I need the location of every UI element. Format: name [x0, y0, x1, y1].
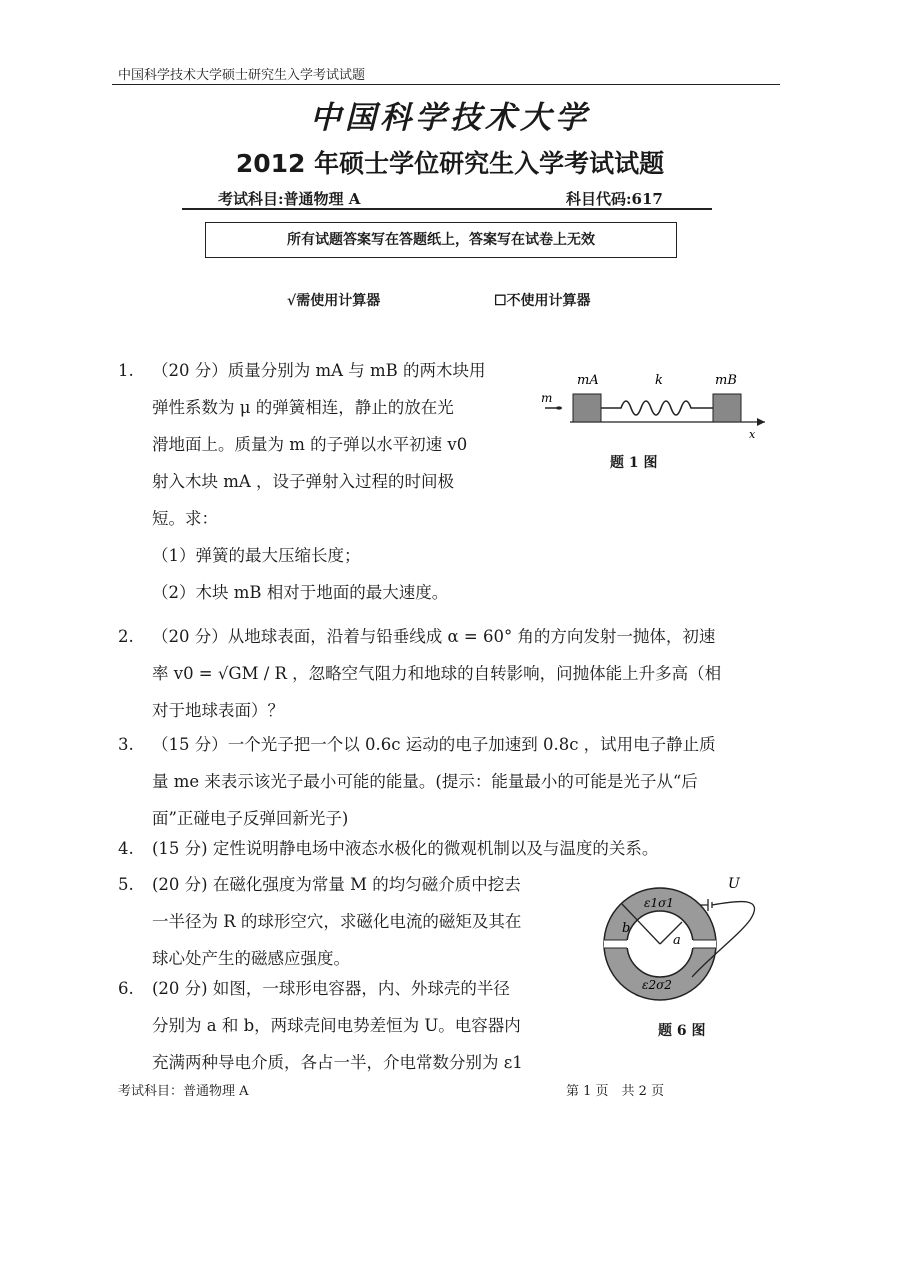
label-epsilon2-sigma2: ε2σ2: [642, 978, 672, 992]
question-line: 射入木块 mA ，设子弹射入过程的时间极: [152, 472, 455, 491]
question-line: 短。求：: [152, 509, 218, 528]
question-line: 充满两种导电介质，各占一半，介电常数分别为 ε1: [152, 1053, 523, 1072]
spring: [601, 401, 713, 415]
figure-6-spherical-capacitor: [600, 872, 770, 1007]
question-number: 5.: [118, 875, 134, 894]
question-line: 一半径为 R 的球形空穴，求磁化电流的磁矩及其在: [152, 912, 522, 931]
figure-1-spring-blocks: [535, 362, 770, 442]
bullet-icon: [556, 406, 562, 409]
university-name: 中国科学技术大学: [310, 100, 590, 136]
block-mA: [573, 394, 601, 422]
question-line: 球心处产生的磁感应强度。: [152, 949, 350, 968]
calculator-required-option: √需使用计算器: [287, 293, 381, 309]
question-line: (15 分) 定性说明静电场中液态水极化的微观机制以及与温度的关系。: [152, 839, 659, 858]
question-line: （20 分）从地球表面，沿着与铅垂线成 α = 60° 角的方向发射一抛体，初速: [152, 627, 716, 646]
question-number: 1.: [118, 361, 134, 380]
subject-code: 科目代码:617: [566, 190, 663, 208]
exam-title: 2012 年硕士学位研究生入学考试试题: [235, 149, 665, 178]
question-line: 率 v0 = √GM / R ，忽略空气阻力和地球的自转影响，问抛体能上升多高（相: [152, 664, 722, 683]
title-rule: [182, 208, 712, 210]
question-number: 6.: [118, 979, 134, 998]
question-6: [118, 970, 588, 1081]
question-2: [118, 618, 788, 729]
sub-question-2: （2）木块 mB 相对于地面的最大速度。: [152, 583, 449, 602]
label-m: m: [541, 391, 553, 405]
sub-question-1: （1）弹簧的最大压缩长度；: [152, 546, 361, 565]
question-1: [118, 352, 508, 611]
figure-1-caption: 题 1 图: [610, 455, 658, 471]
question-line: 面”正碰电子反弹回新光子): [152, 809, 349, 828]
question-line: (20 分) 在磁化强度为常量 M 的均匀磁介质中挖去: [152, 875, 521, 894]
question-line: 弹性系数为 μ 的弹簧相连，静止的放在光: [152, 398, 454, 417]
header-rule: [112, 84, 780, 85]
label-k: k: [655, 373, 663, 388]
question-5: [118, 866, 588, 977]
block-mB: [713, 394, 741, 422]
footer-page-number: 第 1 页 共 2 页: [566, 1084, 665, 1099]
question-line: 量 me 来表示该光子最小可能的能量。(提示：能量最小的可能是光子从“后: [152, 772, 698, 791]
label-b: b: [622, 921, 631, 936]
question-line: 对于地球表面）？: [152, 701, 284, 720]
question-4: [118, 830, 788, 867]
question-number: 4.: [118, 839, 134, 858]
question-line: 分别为 a 和 b，两球壳间电势差恒为 U。电容器内: [152, 1016, 521, 1035]
page-header-title: 中国科学技术大学硕士研究生入学考试试题: [118, 68, 366, 83]
question-line: （15 分）一个光子把一个以 0.6c 运动的电子加速到 0.8c ，试用电子静止质: [152, 735, 716, 754]
question-number: 2.: [118, 627, 134, 646]
question-line: (20 分) 如图，一球形电容器，内、外球壳的半径: [152, 979, 510, 998]
question-3: [118, 726, 788, 837]
exam-subject: 考试科目:普通物理 A: [218, 190, 361, 208]
question-line: （20 分）质量分别为 mA 与 mB 的两木块用: [152, 361, 486, 380]
label-epsilon1-sigma1: ε1σ1: [644, 896, 674, 910]
answer-notice-box: 所有试题答案写在答题纸上，答案写在试卷上无效: [205, 222, 677, 258]
label-a: a: [673, 933, 681, 948]
label-mA: mA: [577, 373, 599, 388]
question-number: 3.: [118, 735, 134, 754]
label-U: U: [728, 876, 740, 892]
label-x: x: [749, 428, 756, 441]
figure-6-caption: 题 6 图: [658, 1023, 706, 1039]
footer-subject: 考试科目：普通物理 A: [118, 1084, 249, 1099]
question-line: 滑地面上。质量为 m 的子弹以水平初速 v0: [152, 435, 468, 454]
axis-arrow-icon: [757, 418, 765, 426]
label-mB: mB: [715, 373, 737, 388]
calculator-not-required-option: ☐不使用计算器: [494, 293, 591, 309]
